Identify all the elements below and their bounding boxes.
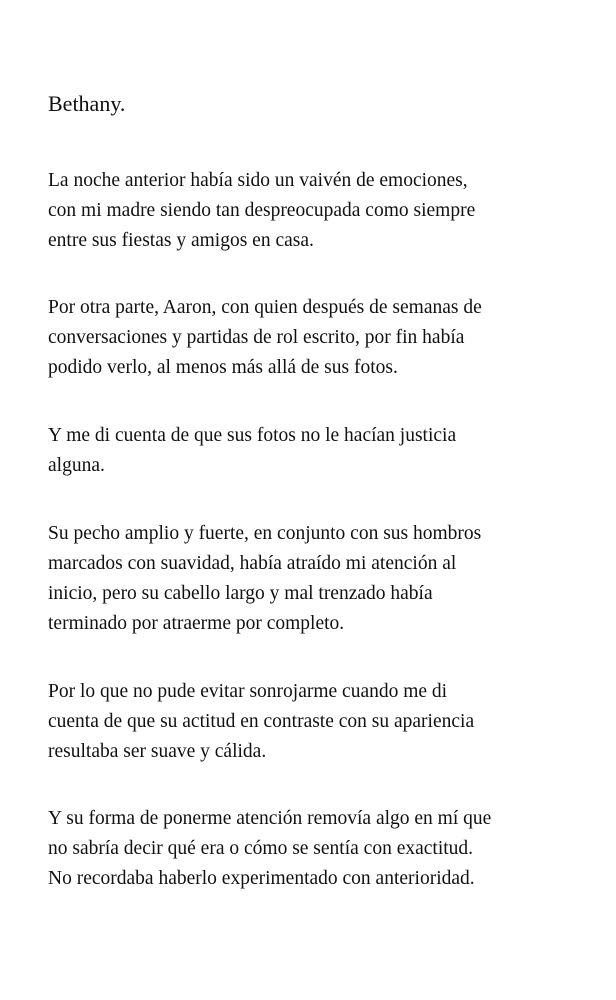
text-line: cuenta de que su actitud en contraste con su apariencia bbox=[48, 711, 475, 732]
paragraph-3 bbox=[48, 421, 456, 481]
text-line: terminado por atraerme por completo. bbox=[48, 613, 345, 634]
text-line: entre sus fiestas y amigos en casa. bbox=[48, 230, 314, 251]
text-line: podido verlo, al menos más allá de sus fotos. bbox=[48, 357, 398, 378]
text-line: con mi madre siendo tan despreocupada como siempre bbox=[48, 200, 476, 221]
text-line: resultaba ser suave y cálida. bbox=[48, 741, 267, 762]
text-line: Y su forma de ponerme atención removía algo en mí que bbox=[48, 808, 492, 829]
text-line: conversaciones y partidas de rol escrito, por fin había bbox=[48, 327, 465, 348]
text-line: alguna. bbox=[48, 455, 105, 476]
text-line: Por otra parte, Aaron, con quien después de semanas de bbox=[48, 297, 482, 318]
text-line: Su pecho amplio y fuerte, en conjunto con sus hombros bbox=[48, 523, 482, 544]
text-line: Por lo que no pude evitar sonrojarme cuando me di bbox=[48, 681, 448, 702]
text-line: no sabría decir qué era o cómo se sentía con exactitud. bbox=[48, 838, 474, 859]
text-line: No recordaba haberlo experimentado con anterioridad. bbox=[48, 868, 475, 889]
paragraph-1 bbox=[48, 166, 475, 256]
chapter-title: Bethany. bbox=[48, 91, 126, 116]
text-line: La noche anterior había sido un vaivén de emociones, bbox=[48, 170, 468, 191]
text-line: marcados con suavidad, había atraído mi atención al bbox=[48, 553, 457, 574]
text-line: inicio, pero su cabello largo y mal trenzado había bbox=[48, 583, 433, 604]
text-line: Y me di cuenta de que sus fotos no le hacían justicia bbox=[48, 425, 457, 446]
paragraph-5 bbox=[48, 677, 474, 767]
paragraph-2 bbox=[48, 293, 482, 383]
paragraph-6 bbox=[48, 804, 491, 894]
paragraph-4 bbox=[48, 519, 481, 639]
